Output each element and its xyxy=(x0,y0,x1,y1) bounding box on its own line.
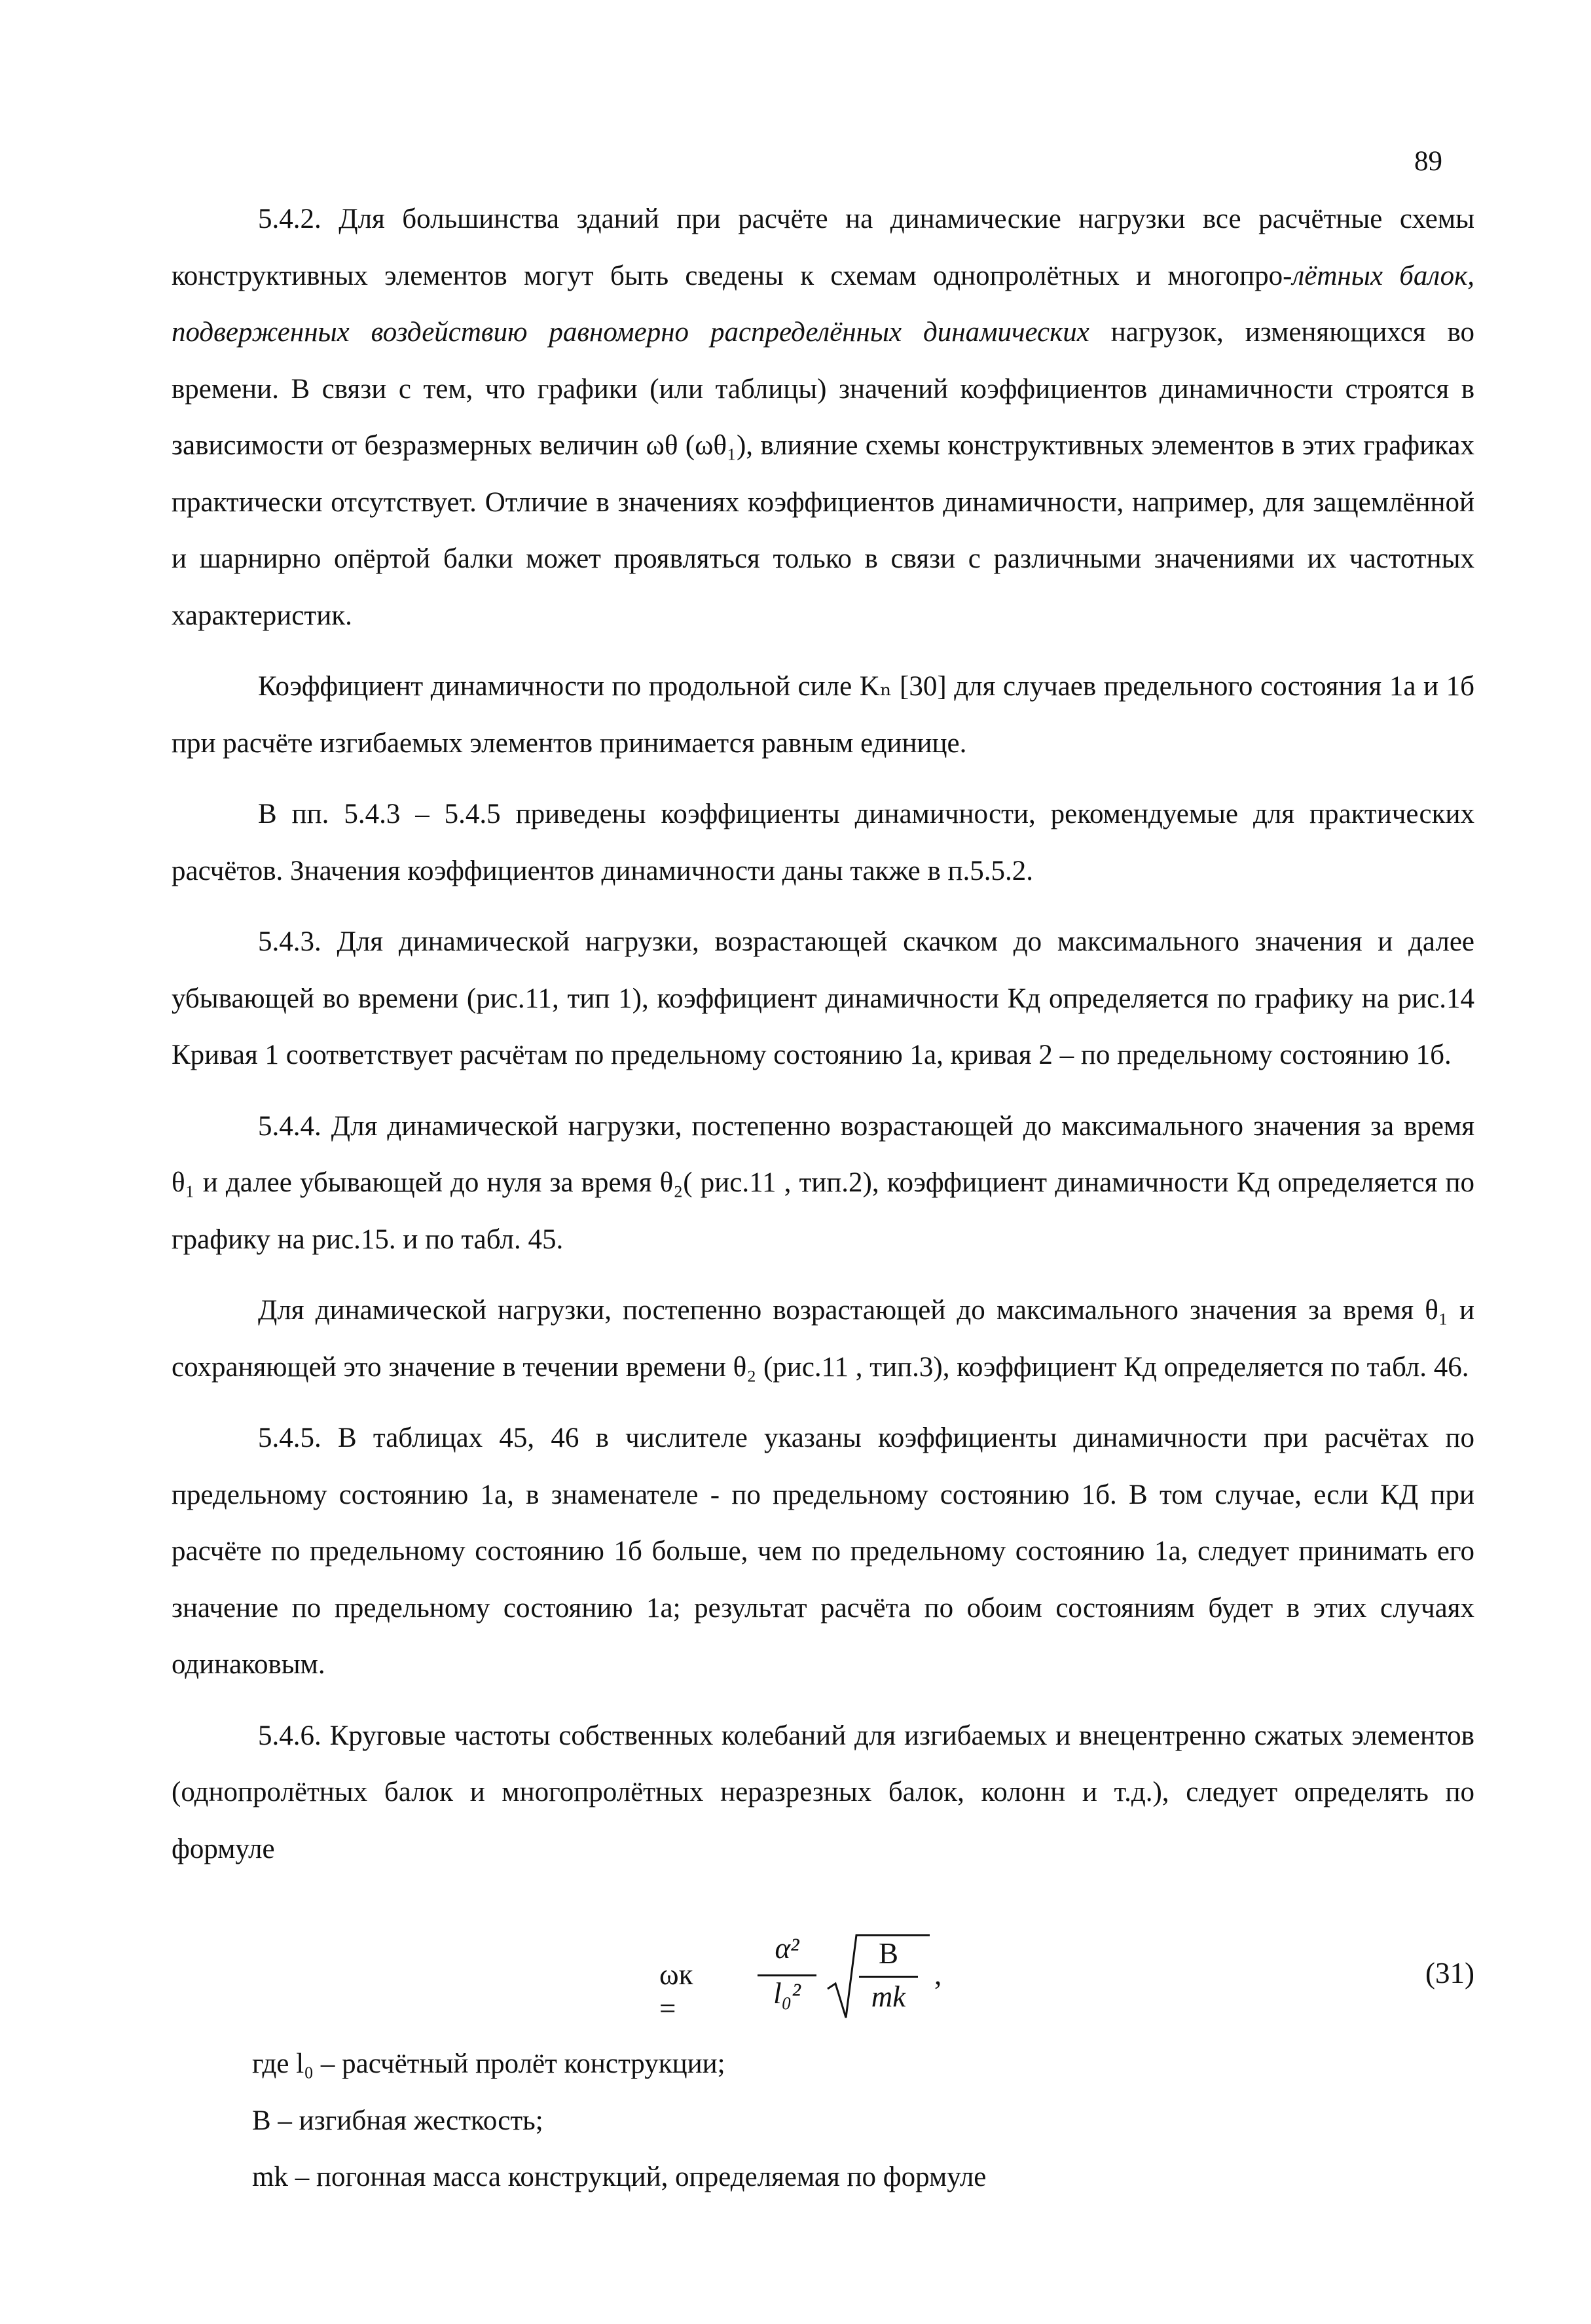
paragraph-5-4-6: 5.4.6. Круговые частоты собственных колебаний для изгибаемых и внецентренно сжатых элементов (однопролётных балок и многопролётных неразрезных балок, колонн и т.д.), следует определять по формуле xyxy=(172,1720,1474,1864)
paragraph-5-4-3: 5.4.3. Для динамической нагрузки, возрастающей скачком до максимального значения и далее убывающей во времени (рис.11, тип 1), коэффициент динамичности Кд определяется по графику на рис.14 Кривая 1 соответствует расчётам по предельному состоянию 1а, кривая 2 – по предельному состоянию 1б. xyxy=(172,926,1474,1070)
formula-numerator: α² xyxy=(775,1932,799,1965)
paragraph-pp: В пп. 5.4.3 – 5.4.5 приведены коэффициенты динамичности, рекомендуемые для практических расчётов. Значения коэффициентов динамичности даны также в п.5.5.2. xyxy=(172,799,1474,886)
formula-sqrt xyxy=(826,1931,931,2023)
definition-item: где l₀ – расчётный пролёт конструкции; xyxy=(252,2048,725,2079)
formula-denominator: l₀² xyxy=(773,1977,801,2010)
formula-lhs: ωк = xyxy=(659,1958,693,2025)
sqrt-numerator: B xyxy=(878,1937,898,1970)
definition-item: mk – погонная масса конструкций, определяемая по формуле xyxy=(252,2162,987,2192)
paragraph-text: 5.4.2. Для большинства зданий при расчёте на динамические нагрузки все расчётные схемы конструктивных элементов могут быть сведены к схемам однопролётных и многопро- xyxy=(172,204,1474,291)
page-number: 89 xyxy=(1414,146,1442,177)
paragraph-kn: Коэффициент динамичности по продольной силе Kₙ [30] для случаев предельного состояния 1а и 1б при расчёте изгибаемых элементов принимается равным единице. xyxy=(172,671,1474,759)
paragraph-5-4-2 xyxy=(172,191,1474,644)
formula-comma: , xyxy=(934,1958,942,1991)
italic-text: лётных балок, подверженных воздействию равномерно распределённых динамических xyxy=(172,260,1474,348)
paragraph-text: нагрузок, изменяющихся во времени. В связи с тем, что графики (или таблицы) значений коэффициентов динамичности строятся в зависимости от безразмерных величин ωθ (ωθ₁), влияние схемы конструктивных элементов в этих графиках практически отсутствует. Отличие в значениях коэффициентов динамичности, например, для защемлённой и шарнирно опёртой балки может проявляться только в связи с различными значениями их частотных характеристик. xyxy=(172,317,1474,631)
formula-fraction xyxy=(758,1931,816,2010)
formula-31 xyxy=(172,1918,1474,2029)
equation-number: (31) xyxy=(1425,1957,1474,1989)
paragraph-5-4-5: 5.4.5. В таблицах 45, 46 в числителе указаны коэффициенты динамичности при расчётах по предельному состоянию 1а, в знаменателе - по предельному состоянию 1б. В том случае, если КД при расчёте по предельному состоянию 1б больше, чем по предельному состоянию 1а, следует принимать его значение по предельному состоянию 1а; результат расчёта по обоим состояниям будет в этих случаях одинаковым. xyxy=(172,1423,1474,1680)
body-text xyxy=(172,191,1474,1878)
paragraph-5-4-4: 5.4.4. Для динамической нагрузки, постепенно возрастающей до максимального значения за время θ₁ и далее убывающей до нуля за время θ₂( рис.11 , тип.2), коэффициент динамичности Кд определяется по графику на рис.15. и по табл. 45. xyxy=(172,1110,1474,1255)
paragraph-type3: Для динамической нагрузки, постепенно возрастающей до максимального значения за время θ₁ и сохраняющей это значение в течении времени θ₂ (рис.11 , тип.3), коэффициент Кд определяется по табл. 46. xyxy=(172,1295,1474,1383)
definitions-list xyxy=(252,2036,986,2206)
sqrt-fraction-bar xyxy=(859,1976,918,1978)
sqrt-denominator: mk xyxy=(871,1980,906,2013)
definition-item: B – изгибная жесткость; xyxy=(252,2105,543,2136)
